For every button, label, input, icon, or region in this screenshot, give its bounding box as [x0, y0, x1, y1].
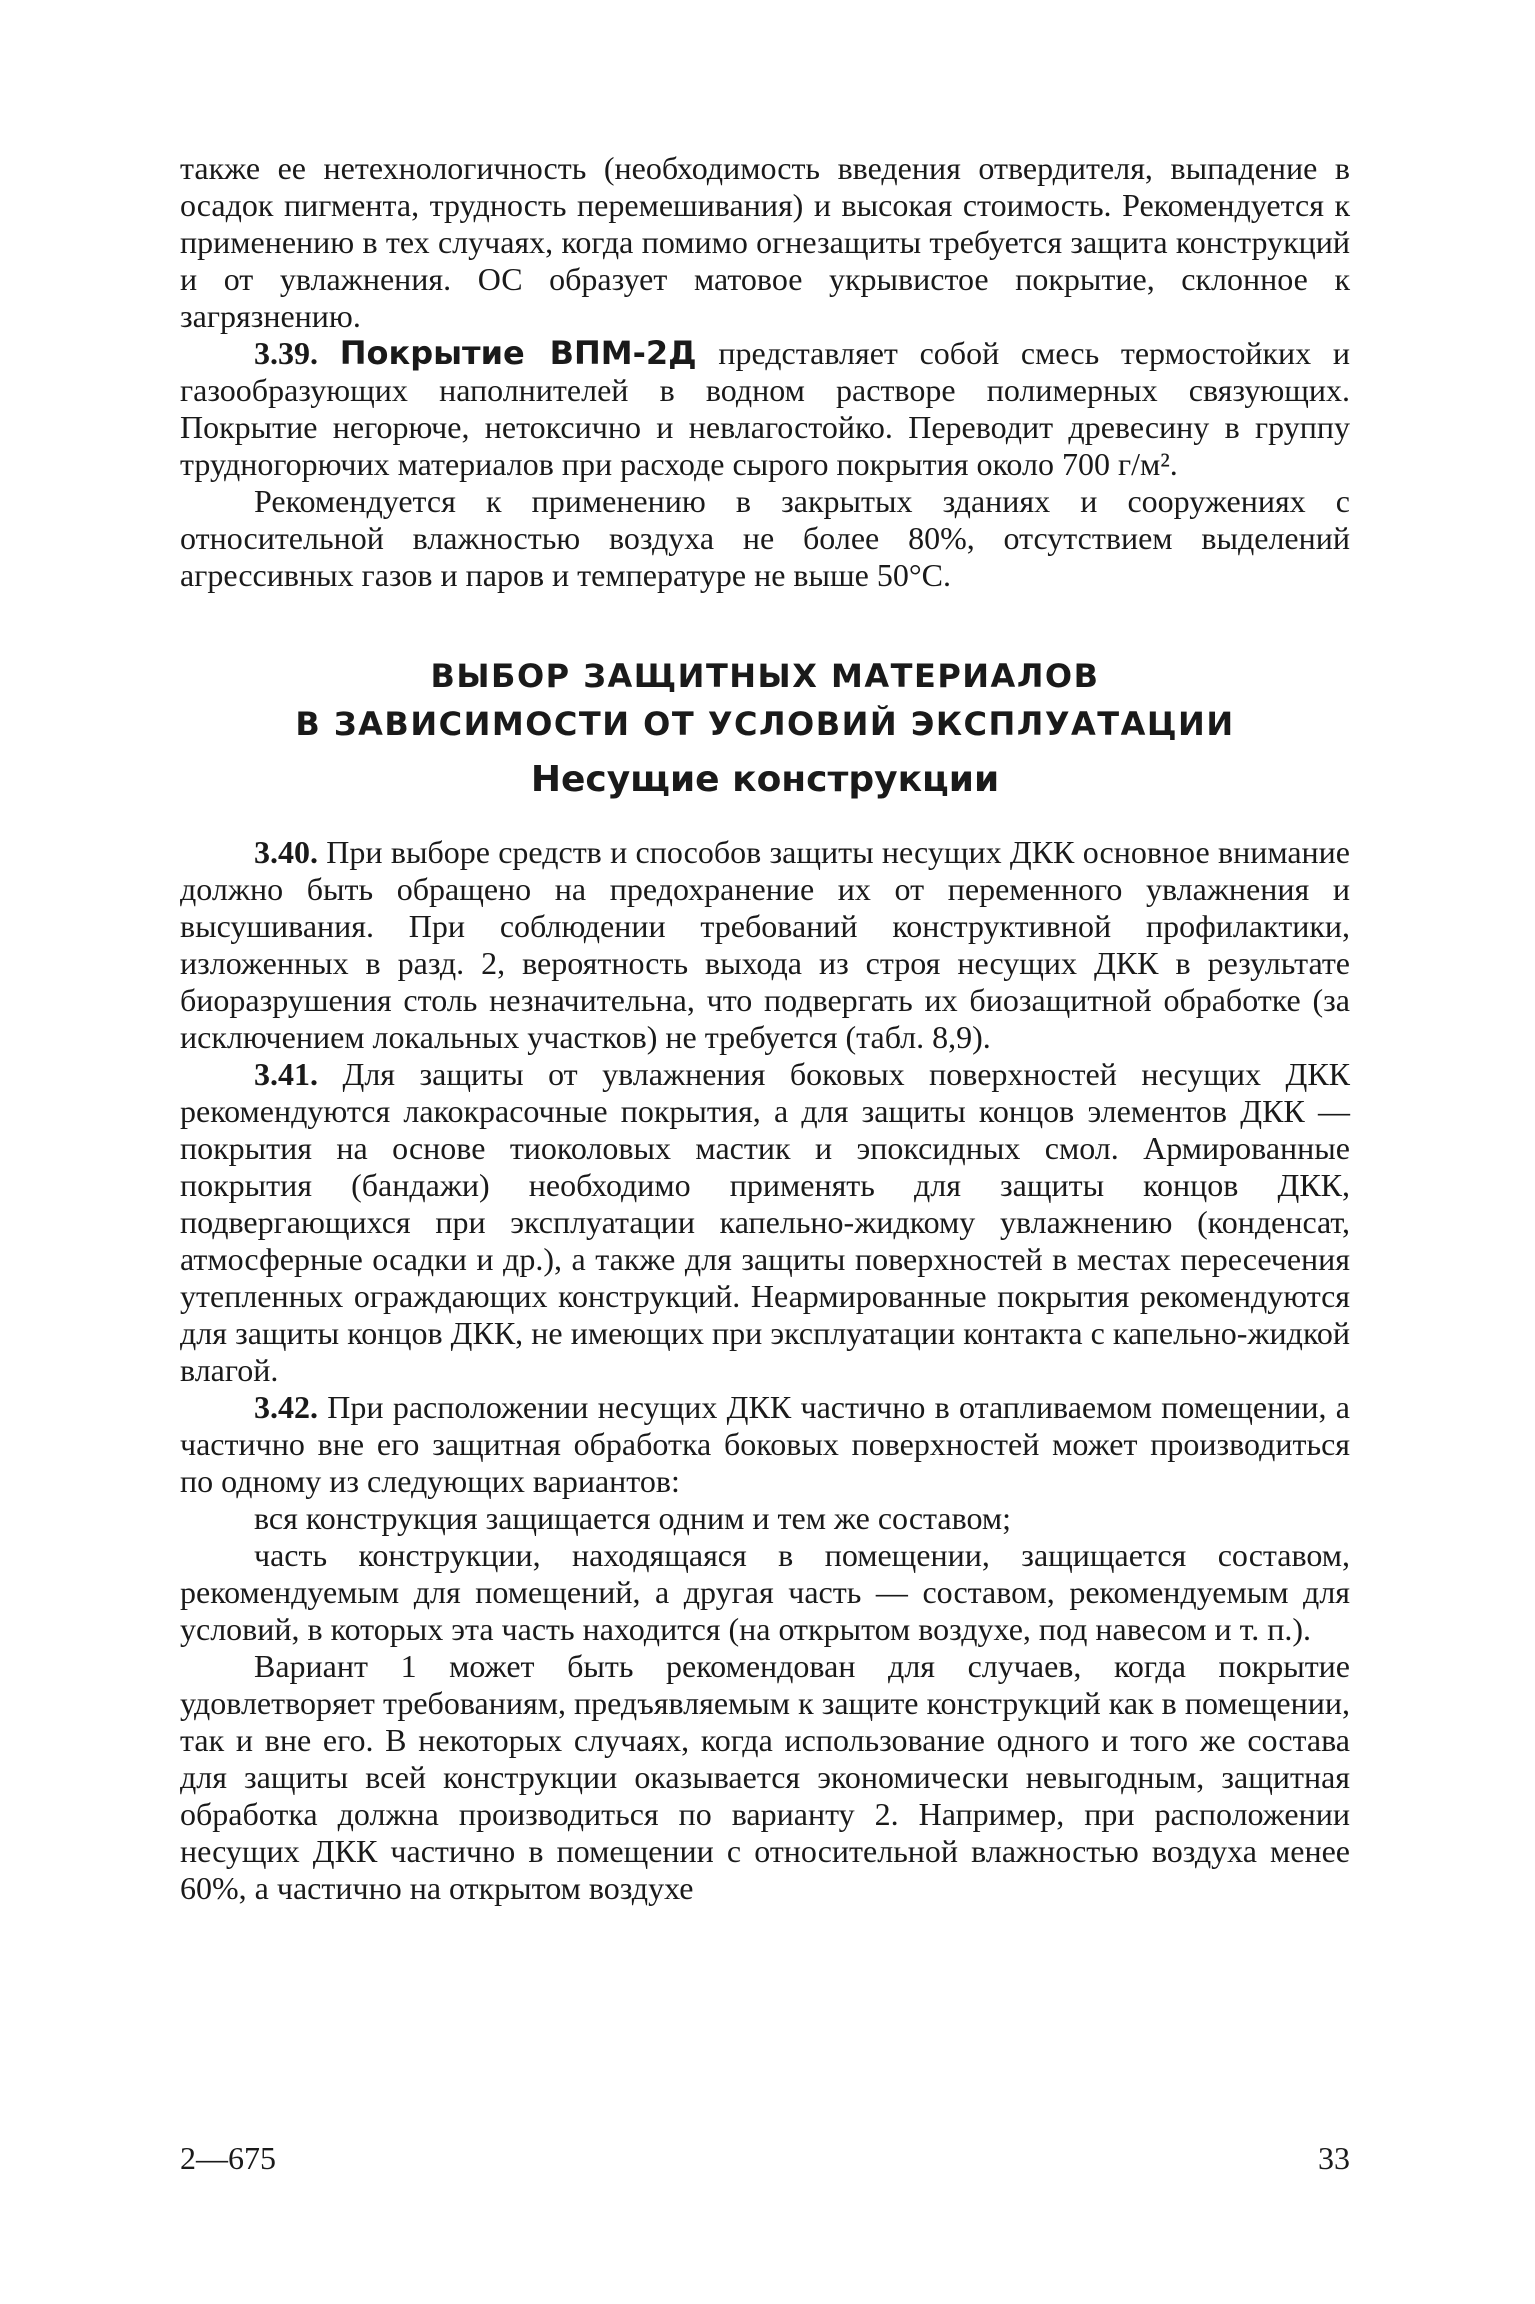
subheading: Несущие конструкции: [530, 759, 1000, 800]
paragraph-continuation: также ее нетехнологичность (необходимость введения отвердителя, выпадение в осадок пигмента, трудность перемешивания) и высокая стоимость. Рекомендуется к применению в тех случаях, когда помимо огнезащиты требуется защита конструкций и от увлажнения. ОС образует матовое укрывистое покрытие, склонное к загрязнению.: [180, 150, 1350, 334]
paragraph-3-39: [180, 335, 1350, 483]
signature-code: 2—675: [180, 2140, 276, 2176]
paragraph-3-42: [180, 1389, 1350, 1500]
paragraph-variant-discussion: Вариант 1 может быть рекомендован для случаев, когда покрытие удовлетворяет требованиям, предъявляемым к защите конструкций как в помещении, так и вне его. В некоторых случаях, когда использование одного и того же состава для защиты всей конструкции оказывается экономически невыгодным, защитная обработка должна производиться по варианту 2. Например, при расположении несущих ДКК частично в помещении с относительной влажностью воздуха менее 60%, а частично на открытом воздухе: [180, 1648, 1350, 1906]
paragraph-3-41: [180, 1056, 1350, 1389]
clause-title: Покрытие ВПМ-2Д: [339, 334, 697, 372]
variant-2: часть конструкции, находящаяся в помещении, защищается составом, рекомендуемым для помещений, а другая часть — составом, рекомендуемым для условий, в которых эта часть находится (на открытом воздухе, под навесом и т. п.).: [180, 1537, 1350, 1647]
page-number: 33: [1318, 2140, 1350, 2176]
clause-text: Для защиты от увлажнения боковых поверхностей несущих ДКК рекомендуются лакокрасочные покрытия, а для защиты концов элементов ДКК — покрытия на основе тиоколовых мастик и эпоксидных смол. Армированные покрытия (бандажи) необходимо применять для защиты концов ДКК, подвергающихся при эксплуатации капельно-жидкому увлажнению (конденсат, атмосферные осадки и др.), а также для защиты поверхностей в местах пересечения утепленных ограждающих конструкций. Неармированные покрытия рекомендуются для защиты концов ДКК, не имеющих при эксплуатации контакта с капельно-жидкой влагой.: [180, 1056, 1350, 1388]
clause-number: 3.40.: [254, 834, 318, 870]
clause-number: 3.42.: [254, 1389, 318, 1425]
paragraph-3-40: [180, 834, 1350, 1056]
clause-number: 3.39.: [254, 335, 318, 371]
clause-text: При расположении несущих ДКК частично в отапливаемом помещении, а частично вне его защитная обработка боковых поверхностей может производиться по одному из следующих вариантов:: [180, 1389, 1350, 1499]
paragraph-3-39-recommendation: Рекомендуется к применению в закрытых зданиях и сооружениях с относительной влажностью воздуха не более 80%, отсутствием выделений агрессивных газов и паров и температуре не выше 50°С.: [180, 483, 1350, 593]
heading-line-1: ВЫБОР ЗАЩИТНЫХ МАТЕРИАЛОВ: [430, 657, 1100, 695]
heading-line-2: В ЗАВИСИМОСТИ ОТ УСЛОВИЙ ЭКСПЛУАТАЦИИ: [295, 705, 1235, 743]
section-heading: [180, 652, 1350, 806]
body-text: [180, 150, 1350, 1907]
clause-text: При выборе средств и способов защиты несущих ДКК основное внимание должно быть обращено на предохранение их от переменного увлажнения и высушивания. При соблюдении требований конструктивной профилактики, изложенных в разд. 2, вероятность выхода из строя несущих ДКК в результате биоразрушения столь незначительна, что подвергать их биозащитной обработке (за исключением локальных участков) не требуется (табл. 8,9).: [180, 834, 1350, 1055]
variant-1: вся конструкция защищается одним и тем же составом;: [254, 1500, 1012, 1536]
clause-number: 3.41.: [254, 1056, 318, 1092]
clause-text: представляет собой смесь термостойких и газообразующих наполнителей в водном растворе полимерных связующих. Покрытие негорюче, нетоксично и невлагостойко. Переводит древесину в группу трудногорючих материалов при расходе сырого покрытия около 700 г/м².: [180, 335, 1351, 482]
